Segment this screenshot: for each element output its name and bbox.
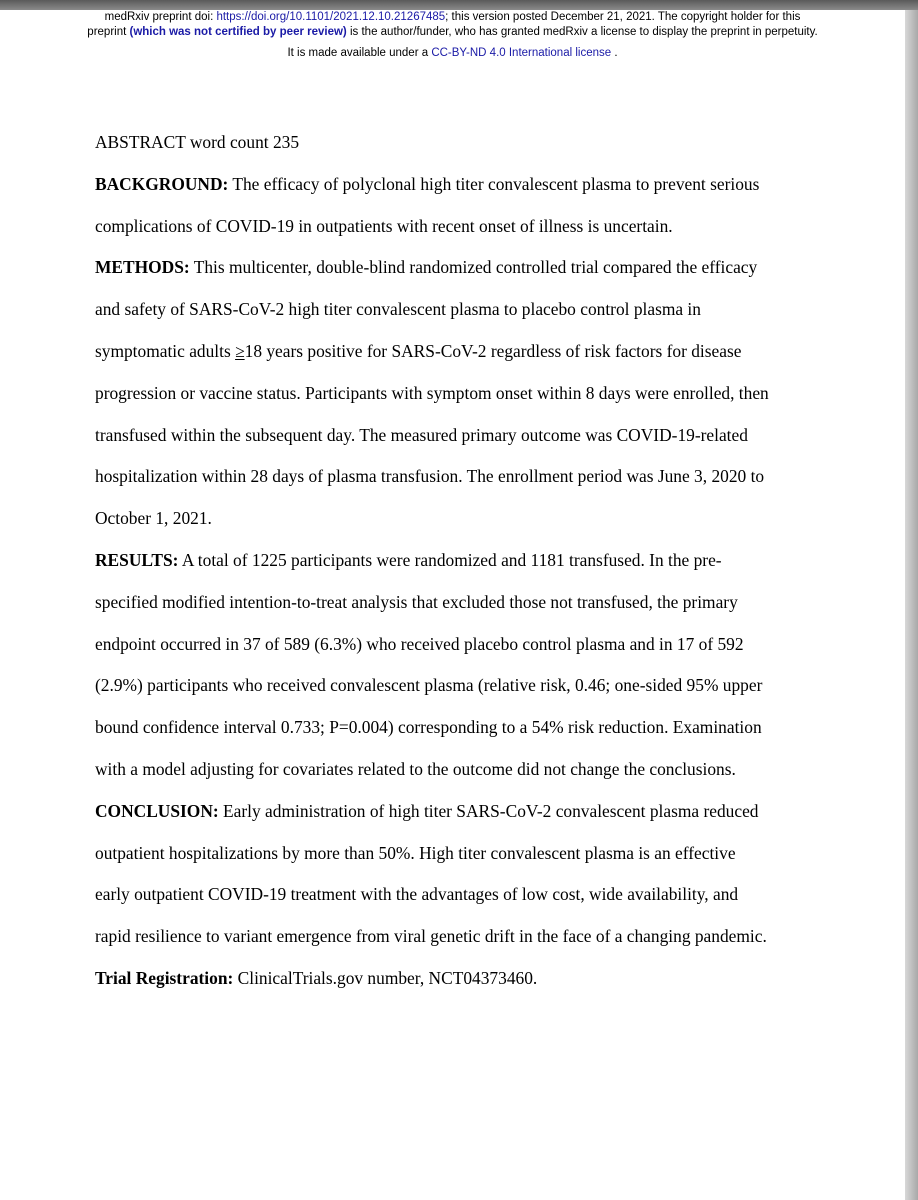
results-paragraph: RESULTS: A total of 1225 participants were randomized and 1181 transfused. In the pre- specified modified intention-to-treat analysis that excluded those not transfused, the primary endpoint occurred in 37 of 589 (6.3%) who received placebo control plasma and in 17 of 592 (2.9%) participants who received convalescent plasma (relative risk, 0.46; one-sided 95% upper bound confidence interval 0.733; P=0.004) corresponding to a 54% risk reduction. Examination with a model adjusting for covariates related to the outcome did not change the conclusions. xyxy=(95,549,763,779)
license-link[interactable]: CC-BY-ND 4.0 International license xyxy=(431,47,612,59)
abstract-body xyxy=(95,122,815,1000)
trial-registration-label: Trial Registration: xyxy=(95,967,234,988)
header-line-availability: It is made available under a CC-BY-ND 4.0 International license . xyxy=(287,47,618,59)
background-paragraph: BACKGROUND: The efficacy of polyclonal high titer convalescent plasma to prevent serious complications of COVID-19 in outpatients with recent onset of illness is uncertain. xyxy=(95,173,760,236)
header-line-license-grant: preprint (which was not certified by peer review) is the author/funder, who has granted medRxiv a license to display the preprint in perpetuity. xyxy=(87,25,818,38)
abstract-word-count: ABSTRACT word count 235 xyxy=(95,132,300,152)
doi-link[interactable]: https://doi.org/10.1101/2021.12.10.21267485 xyxy=(216,11,446,23)
background-label: BACKGROUND: xyxy=(95,173,229,194)
trial-registration-paragraph: Trial Registration: ClinicalTrials.gov number, NCT04373460. xyxy=(95,967,538,988)
results-label: RESULTS: xyxy=(95,549,179,570)
page-right-edge xyxy=(905,10,918,1200)
preprint-header xyxy=(0,10,905,61)
methods-paragraph: METHODS: This multicenter, double-blind randomized controlled trial compared the efficacy and safety of SARS-CoV-2 high titer convalescent plasma to placebo control plasma in symptomatic adults ≥18 years positive for SARS-CoV-2 regardless of risk factors for disease progression or vaccine status. Participants with symptom onset within 8 days were enrolled, then transfused within the subsequent day. The measured primary outcome was COVID-19-related hospitalization within 28 days of plasma transfusion. The enrollment period was June 3, 2020 to October 1, 2021. xyxy=(95,257,769,529)
conclusion-paragraph: CONCLUSION: Early administration of high titer SARS-CoV-2 convalescent plasma reduced outpatient hospitalizations by more than 50%. High titer convalescent plasma is an effective early outpatient COVID-19 treatment with the advantages of low cost, wide availability, and rapid resilience to variant emergence from viral genetic drift in the face of a changing pandemic. xyxy=(95,800,767,947)
greater-equal-symbol: ≥ xyxy=(235,340,245,361)
header-line-doi: medRxiv preprint doi: https://doi.org/10.1101/2021.12.10.21267485; this version posted December 21, 2021. The copyright holder for this xyxy=(104,11,801,23)
peer-review-notice: (which was not certified by peer review) xyxy=(129,25,347,38)
conclusion-label: CONCLUSION: xyxy=(95,800,219,821)
window-top-edge xyxy=(0,0,918,10)
methods-label: METHODS: xyxy=(95,257,190,278)
